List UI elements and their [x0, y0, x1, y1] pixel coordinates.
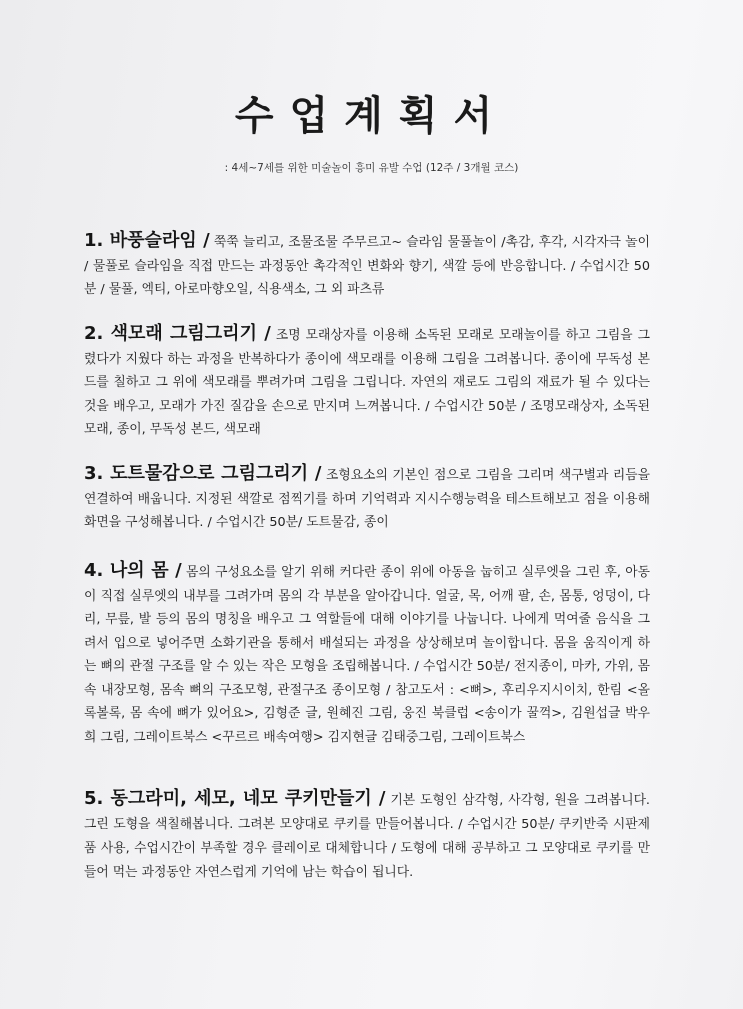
section-2-heading: 2. 색모래 그림그리기 /	[84, 323, 271, 344]
section-2-body: 조명 모래상자를 이용해 소독된 모래로 모래놀이를 하고 그림을 그렸다가 지웠다 하는 과정을 반복하다가 종이에 색모래를 이용해 그림을 그려봅니다. 종이에 무독성 본드를 칠하고 그 위에 색모래를 뿌려가며 그림을 그립니다. 자연의 재로도 그림의 재료가 될 수 있다는 것을 배우고, 모래가 가진 질감을 손으로 만지며 느껴봅니다. / 수업시간 50분 / 조명모래상자, 소독된 모래, 종이, 무독성 본드, 색모래	[84, 328, 650, 437]
section-3	[84, 462, 650, 535]
section-4-body: 몸의 구성요소를 알기 위해 커다란 종이 위에 아동을 눕히고 실루엣을 그린 후, 아동이 직접 실루엣의 내부를 그려가며 몸의 각 부분을 알아갑니다. 얼굴, 목, 어깨 팔, 손, 몸통, 엉덩이, 다리, 무릎, 발 등의 몸의 명칭을 배우고 그 역할들에 대해 이야기를 나눕니다. 나에게 먹여줄 음식을 그려서 입으로 넣어주면 소화기관을 통해서 배설되는 과정을 상상해보며 놀이합니다. 몸을 움직이게 하는 뼈의 관절 구조를 알 수 있는 작은 모형을 조립해봅니다. / 수업시간 50분/ 전지종이, 마카, 가위, 몸속 내장모형, 몸속 뼈의 구조모형, 관절구조 종이모형 / 참고도서 : <뼈>, 후리우지시이치, 한림 <올록볼록, 몸 속에 뼈가 있어요>, 김형준 글, 원혜진 그림, 웅진 북클럽 <송이가 꿀꺽>, 김원섭글 박우희 그림, 그레이트북스 <꾸르르 배속여행> 김지현글 김태중그림, 그레이트북스	[84, 565, 651, 745]
page-subtitle: : 4세~7세를 위한 미술놀이 흥미 유발 수업 (12주 / 3개월 코스)	[224, 162, 519, 174]
section-5	[84, 787, 650, 885]
section-1-heading: 1. 바풍슬라임 /	[84, 230, 210, 251]
section-1	[84, 229, 650, 302]
section-3-body: 조형요소의 기본인 점으로 그림을 그리며 색구별과 리듬을 연결하여 배웁니다. 지정된 색깔로 점찍기를 하며 기억력과 지시수행능력을 테스트해보고 점을 이용해 화면을 구성해봅니다. / 수업시간 50분/ 도트물감, 종이	[84, 468, 650, 530]
section-5-body: 기본 도형인 삼각형, 사각형, 원을 그려봅니다. 그린 도형을 색칠해봅니다. 그려본 모양대로 쿠키를 만들어봅니다. / 수업시간 50분/ 쿠키반죽 시판제품 사용, 수업시간이 부족할 경우 클레이로 대체합니다 / 도형에 대해 공부하고 그 모양대로 쿠키를 만들어 먹는 과정동안 자연스럽게 기억에 남는 학습이 됩니다.	[84, 793, 650, 880]
section-2	[84, 322, 650, 442]
section-5-heading: 5. 동그라미, 세모, 네모 쿠키만들기 /	[84, 788, 386, 809]
section-4-heading: 4. 나의 몸 /	[84, 560, 182, 581]
section-1-body: 쭉쭉 늘리고, 조물조물 주무르고~ 슬라임 물풀놀이 /촉감, 후각, 시각자극 놀이 / 물풀로 슬라임을 직접 만드는 과정동안 촉각적인 변화와 향기, 색깔 등에 반응합니다. / 수업시간 50분 / 물풀, 엑티, 아로마향오일, 식용색소, 그 외 파츠류	[84, 235, 650, 297]
section-3-heading: 3. 도트물감으로 그림그리기 /	[84, 463, 322, 484]
section-4	[84, 559, 650, 749]
page-title: 수업계획서	[234, 93, 509, 139]
